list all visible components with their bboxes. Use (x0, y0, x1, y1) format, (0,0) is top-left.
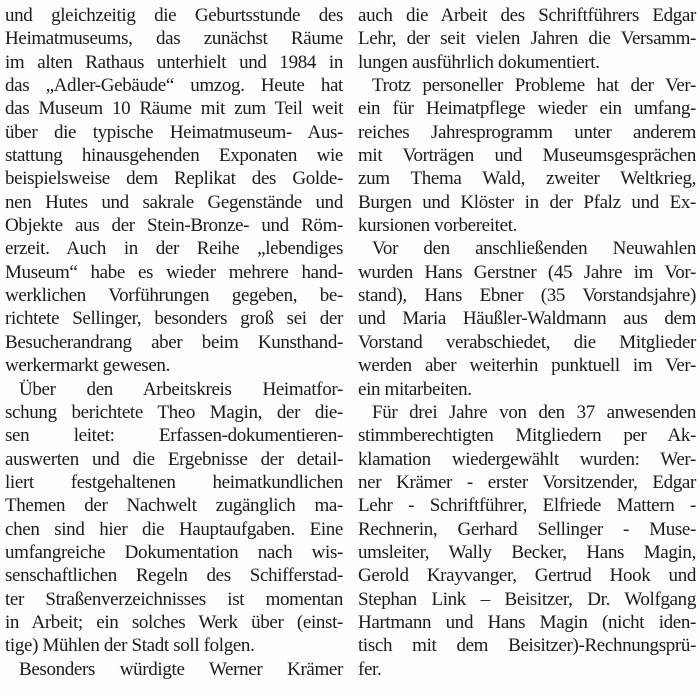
text-line: klamation wiedergewählt wurden: Wer- (358, 448, 696, 470)
text-line: Vor den anschließenden Neuwahlen (372, 238, 696, 260)
text-line: Besonders würdigte Werner Krämer (19, 658, 343, 680)
text-line: stimmberechtigten Mitgliedern per Ak- (358, 425, 696, 447)
text-line: stand), Hans Ebner (35 Vorstandsjahre) (358, 285, 696, 307)
text-line: stattung hinausgehenden Exponaten wie (5, 145, 343, 167)
text-line: Für drei Jahre von den 37 anwesenden (372, 401, 696, 423)
text-line: ein für Heimatpflege wieder ein umfang- (358, 98, 696, 120)
text-line: Lehr, der seit vielen Jahren die Versamm- (358, 28, 696, 50)
text-line: lungen ausführlich dokumentiert. (358, 51, 600, 73)
text-line: wurden Hans Gerstner (45 Jahre im Vor- (358, 261, 696, 283)
text-line: auswerten und die Ergebnisse der detail- (5, 448, 343, 470)
text-line: nen Hutes und sakrale Gegenstände und (5, 191, 343, 213)
text-line: Vorstand verabschiedet, die Mitglieder (358, 331, 696, 353)
text-line: Hartmann und Hans Magin (nicht iden- (358, 611, 696, 633)
text-line: schung berichtete Theo Magin, der die- (5, 401, 343, 423)
text-line: zum Thema Wald, zweiter Weltkrieg, (358, 168, 696, 190)
text-line: erzeit. Auch in der Reihe „lebendiges (5, 238, 343, 260)
text-line: umfangreiche Dokumentation nach wis- (5, 541, 343, 563)
text-line: richtete Sellinger, besonders groß sei der (5, 308, 343, 330)
text-line: Gerold Krayvanger, Gertrud Hook und (358, 565, 696, 587)
text-line: Burgen und Klöster in der Pfalz und Ex- (358, 191, 696, 213)
text-line: im alten Rathaus unterhielt und 1984 in (5, 51, 343, 73)
text-line: Besucherandrang aber beim Kunsthand- (5, 331, 343, 353)
article-column-right (358, 4, 696, 681)
text-line: auch die Arbeit des Schriftführers Edgar (358, 5, 696, 26)
text-line: Stephan Link – Beisitzer, Dr. Wolfgang (358, 588, 696, 610)
text-line: fer. (358, 658, 382, 680)
text-line: mit Vorträgen und Museumsgesprächen (358, 145, 696, 167)
text-line: liert festgehaltenen heimatkundlichen (5, 471, 343, 493)
text-line: Trotz personeller Probleme hat der Ver- (372, 75, 696, 97)
text-line: ein mitarbeiten. (358, 378, 472, 400)
text-line: werklichen Vorführungen gegeben, be- (5, 285, 343, 307)
text-line: Museum“ habe es wieder mehrere hand- (5, 261, 343, 283)
text-line: werden aber weiterhin punktuell im Ver- (358, 355, 696, 377)
text-line: tige) Mühlen der Stadt soll folgen. (5, 635, 255, 657)
text-line: Rechnerin, Gerhard Sellinger - Muse- (358, 518, 696, 540)
text-line: und Maria Häußler-Waldmann aus dem (358, 308, 696, 330)
text-line: Heimatmuseums, das zunächst Räume (5, 28, 343, 50)
text-line: Themen der Nachwelt zugänglich ma- (5, 495, 343, 517)
text-line: ter Straßenverzeichnisses ist momentan (5, 588, 343, 610)
text-line: das Museum 10 Räume mit zum Teil weit (5, 98, 343, 120)
text-line: chen sind hier die Hauptaufgaben. Eine (5, 518, 343, 540)
text-line: und gleichzeitig die Geburtsstunde des (5, 5, 343, 26)
text-line: Über den Arbeitskreis Heimatfor- (19, 378, 343, 400)
text-line: reiches Jahresprogramm unter anderem (358, 121, 696, 143)
text-line: werkermarkt gewesen. (5, 355, 170, 377)
article-column-left (5, 4, 343, 681)
text-line: in Arbeit; ein solches Werk über (einst- (5, 611, 343, 633)
text-line: umsleiter, Wally Becker, Hans Magin, (358, 541, 696, 563)
text-line: das „Adler-Gebäude“ umzog. Heute hat (5, 75, 343, 97)
text-line: Objekte aus der Stein-Bronze- und Röm- (5, 215, 343, 237)
text-line: kursionen vorbereitet. (358, 215, 518, 237)
text-line: beispielsweise dem Replikat des Golde- (5, 168, 343, 190)
text-line: senschaftlichen Regeln des Schifferstad- (5, 565, 343, 587)
text-line: Lehr - Schriftführer, Elfriede Mattern - (358, 495, 696, 517)
text-line: ner Krämer - erster Vorsitzender, Edgar (358, 471, 696, 493)
text-line: sen leitet: Erfassen-dokumentieren- (5, 425, 343, 447)
text-line: über die typische Heimatmuseum- Aus- (5, 121, 343, 143)
text-line: tisch mit dem Beisitzer)-Rechnungsprü- (358, 635, 696, 657)
